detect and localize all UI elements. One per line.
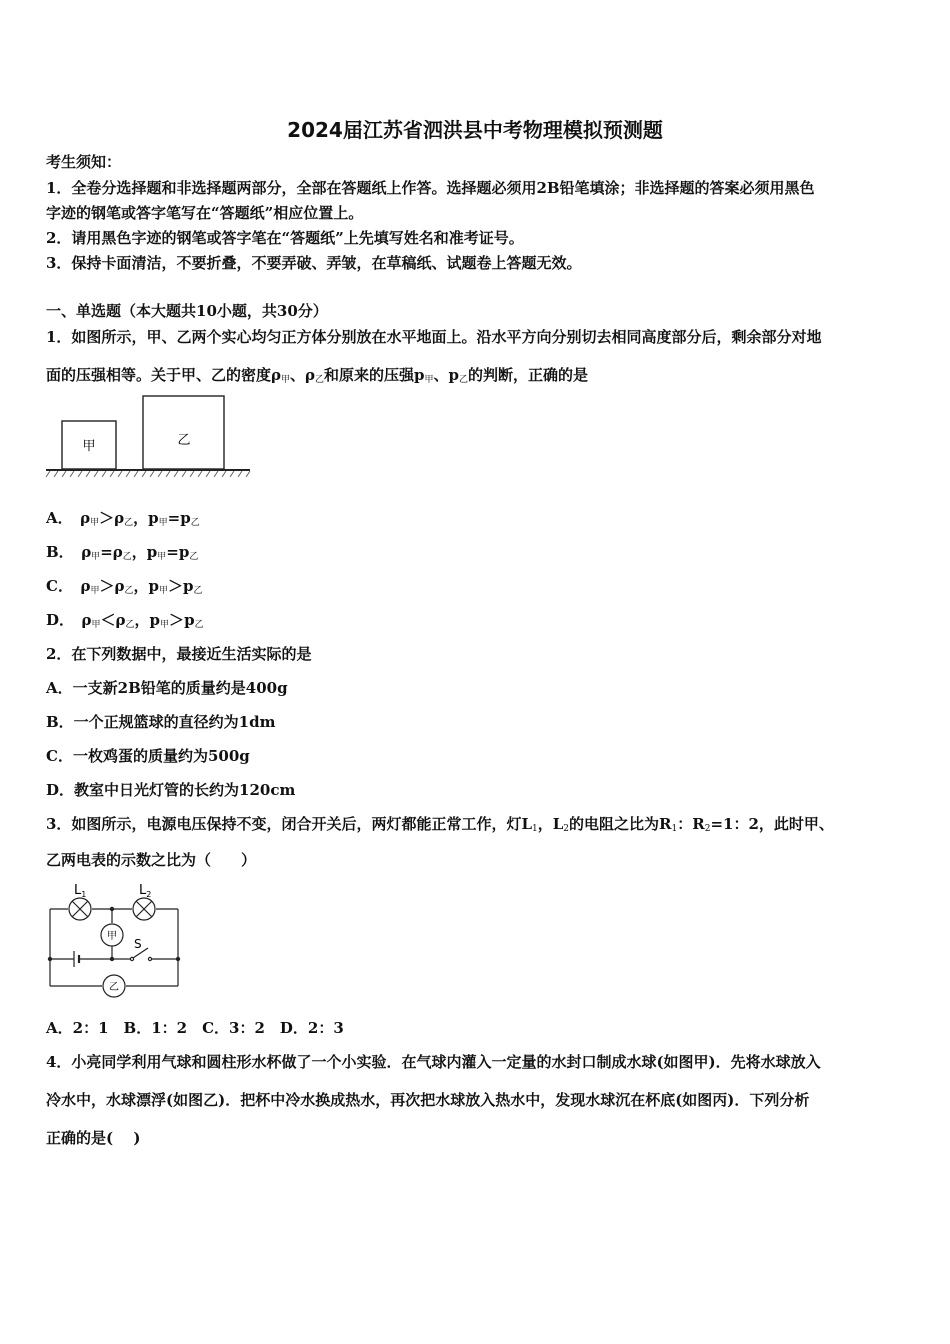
- meter-jia-label: 甲: [107, 931, 117, 942]
- meter-yi-label: 乙: [109, 982, 119, 993]
- q1-figure-cubes: [44, 393, 254, 483]
- section-heading: 一、单选题（本大题共10小题，共30分）: [46, 302, 328, 320]
- q3-stem-line2: 乙两电表的示数之比为（ ）: [46, 851, 257, 869]
- q4-stem-line2: 冷水中，水球漂浮(如图乙)．把杯中冷水换成热水，再次把水球放入热水中，发现水球沉在杯底(如图丙)．下列分析: [46, 1091, 810, 1109]
- q1-option-d[interactable]: D． $\rho_甲<\rho_乙$，$p_甲>p_乙$: [46, 611, 204, 630]
- q3-answer-options[interactable]: A．2：1 B．1：2 C．3：2 D．2：3: [46, 1019, 344, 1037]
- lamp-l2-label: $L_2$: [139, 883, 152, 899]
- notice-item: 1．全卷分选择题和非选择题两部分，全部在答题纸上作答。选择题必须用2B铅笔填涂；非选择题的答案必须用黑色: [46, 179, 815, 197]
- notice-item: 2．请用黑色字迹的钢笔或答字笔在“答题纸”上先填写姓名和准考证号。: [46, 229, 524, 247]
- q1-stem-line1: 1．如图所示，甲、乙两个实心均匀正方体分别放在水平地面上。沿水平方向分别切去相同高度部分后，剩余部分对地: [46, 328, 822, 346]
- notice-heading: 考生须知：: [46, 153, 122, 171]
- q1-option-a[interactable]: A． $\rho_甲>\rho_乙$，$p_甲=p_乙$: [46, 509, 200, 528]
- cube-label-yi: 乙: [177, 433, 191, 448]
- q1-stem-line2: 面的压强相等。关于甲、乙的密度$\rho_甲$、$\rho_乙$和原来的压强$p_甲$、$p_乙$的判断，正确的是: [46, 366, 589, 385]
- q3-circuit-diagram: [40, 878, 190, 1002]
- q2-stem: 2．在下列数据中，最接近生活实际的是: [46, 645, 312, 663]
- notice-item: 字迹的钢笔或答字笔写在“答题纸”相应位置上。: [46, 204, 364, 222]
- q4-stem-line3: 正确的是( ): [46, 1129, 141, 1147]
- q2-option-b[interactable]: B．一个正规篮球的直径约为1dm: [46, 713, 276, 731]
- cube-label-jia: 甲: [82, 439, 96, 454]
- q1-option-b[interactable]: B． $\rho_甲=\rho_乙$，$p_甲=p_乙$: [46, 543, 199, 562]
- page-title: 2024届江苏省泗洪县中考物理模拟预测题: [287, 118, 663, 142]
- lamp-l1-label: $L_1$: [74, 883, 87, 899]
- notice-item: 3．保持卡面清洁，不要折叠，不要弄破、弄皱，在草稿纸、试题卷上答题无效。: [46, 254, 582, 272]
- q2-option-a[interactable]: A．一支新2B铅笔的质量约是400g: [46, 679, 288, 697]
- q2-option-c[interactable]: C．一枚鸡蛋的质量约为500g: [46, 747, 250, 765]
- q3-stem-line1: 3．如图所示，电源电压保持不变，闭合开关后，两灯都能正常工作，灯$L_1$，$L_2$的电阻之比为$R_1$：$R_2=1$：2，此时甲、: [46, 815, 834, 834]
- q2-option-d[interactable]: D．教室中日光灯管的长约为120cm: [46, 781, 296, 799]
- q4-stem-line1: 4．小亮同学利用气球和圆柱形水杯做了一个小实验．在气球内灌入一定量的水封口制成水球(如图甲)．先将水球放入: [46, 1053, 821, 1071]
- switch-label: S: [134, 937, 142, 951]
- q1-option-c[interactable]: C． $\rho_甲>\rho_乙$，$p_甲>p_乙$: [46, 577, 203, 596]
